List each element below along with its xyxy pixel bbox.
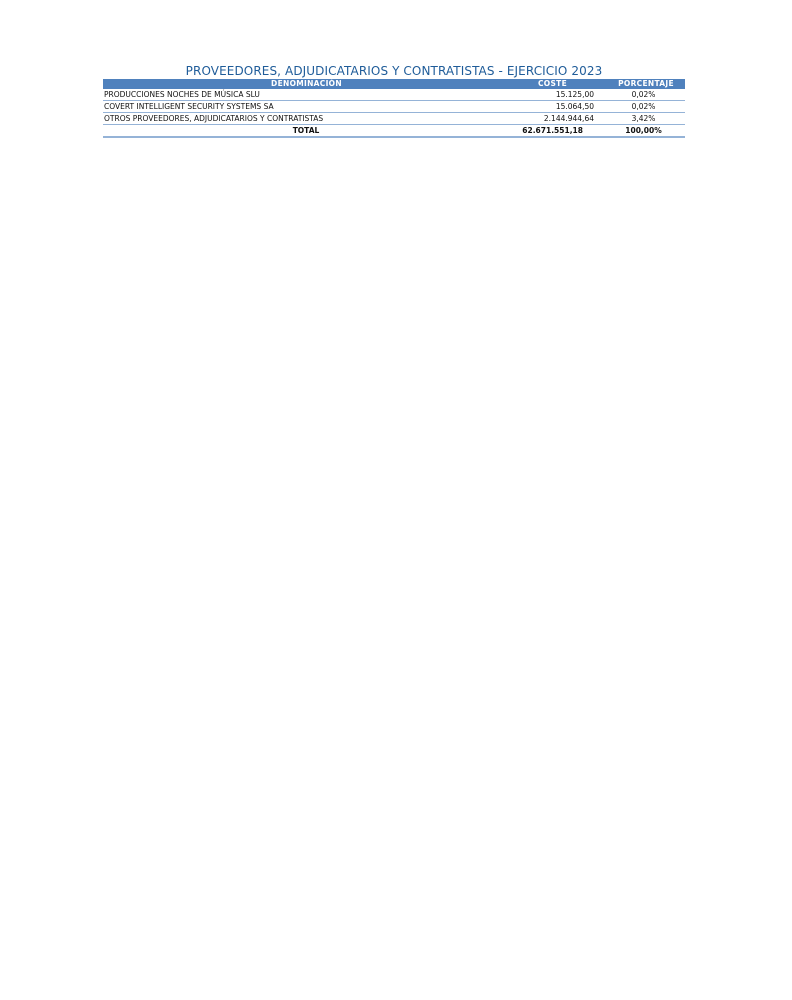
row-percentage: 0,02% <box>607 89 685 101</box>
row-cost: 2.144.944,64 <box>510 113 607 125</box>
suppliers-table <box>103 79 685 138</box>
table-row <box>103 113 685 125</box>
table-row <box>103 89 685 101</box>
table-header-row <box>103 79 685 89</box>
row-percentage: 3,42% <box>607 113 685 125</box>
report-title: PROVEEDORES, ADJUDICATARIOS Y CONTRATISTAS - EJERCICIO 2023 <box>185 64 603 78</box>
row-cost: 15.064,50 <box>510 101 607 113</box>
row-name: PRODUCCIONES NOCHES DE MÚSICA SLU <box>103 89 510 101</box>
column-header-cost: COSTE <box>510 79 607 89</box>
row-percentage: 0,02% <box>607 101 685 113</box>
column-header-percentage: PORCENTAJE <box>607 79 685 89</box>
row-name: OTROS PROVEEDORES, ADJUDICATARIOS Y CONTRATISTAS <box>103 113 510 125</box>
column-header-name: DENOMINACIÓN <box>103 79 510 89</box>
row-name: COVERT INTELLIGENT SECURITY SYSTEMS SA <box>103 101 510 113</box>
report-sheet <box>103 64 685 138</box>
total-cost: 62.671.551,18 <box>510 125 607 138</box>
row-cost: 15.125,00 <box>510 89 607 101</box>
table-row <box>103 101 685 113</box>
total-percentage: 100,00% <box>607 125 685 138</box>
total-label: TOTAL <box>103 125 510 138</box>
total-row <box>103 125 685 138</box>
